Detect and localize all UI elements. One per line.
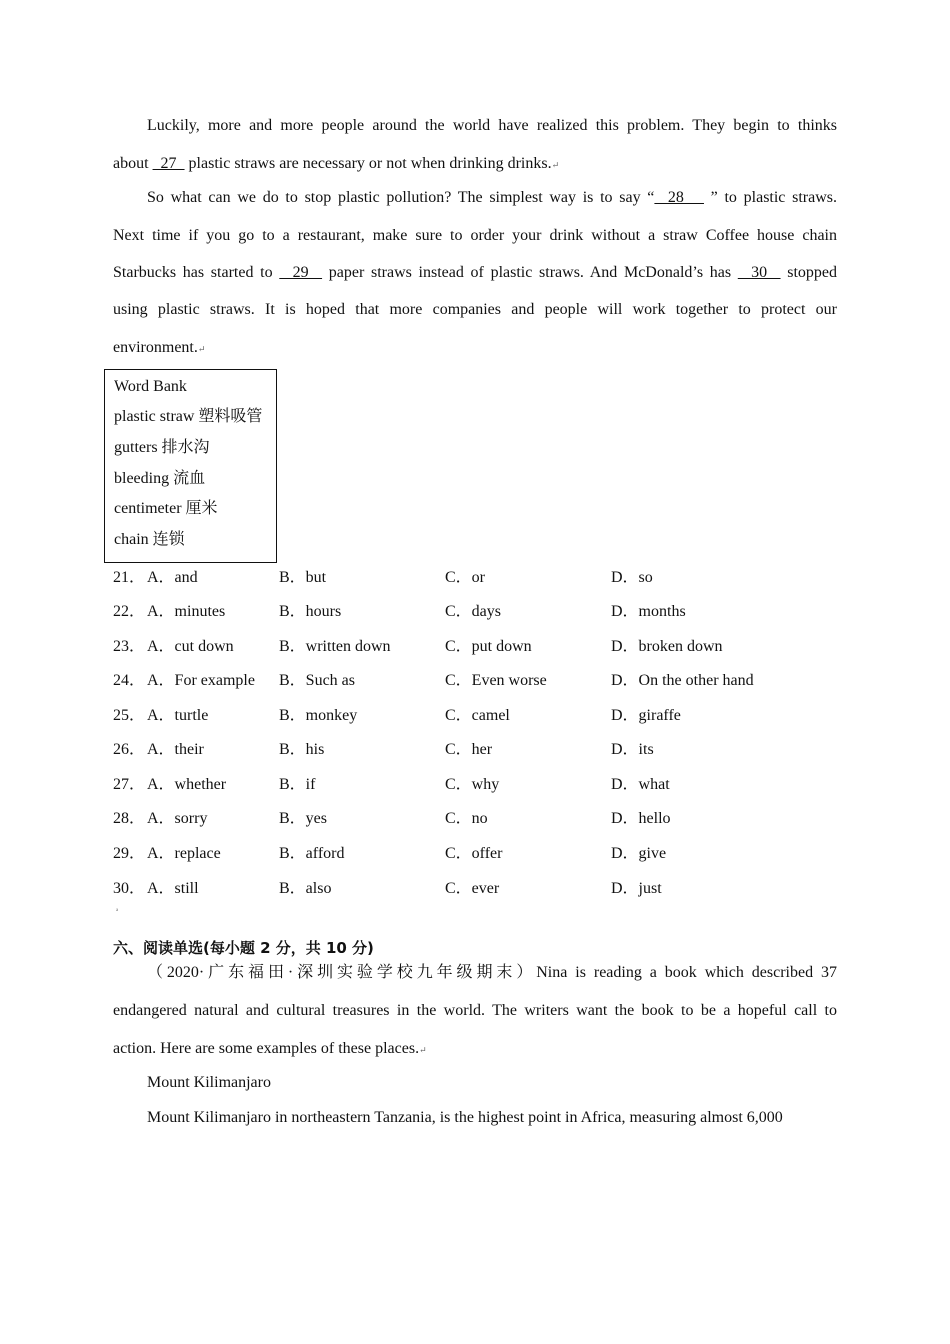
paragraph-mark: ᵃ (116, 906, 119, 915)
word-bank-title: Word Bank (114, 378, 187, 395)
option-d: D．giraffe (611, 707, 681, 724)
question-number: 22． (113, 603, 146, 620)
word-bank-item: bleeding 流血 (114, 470, 206, 487)
option-a: A．whether (147, 776, 227, 793)
question-number: 25． (113, 707, 146, 724)
option-d: D．On the other hand (611, 672, 754, 689)
passage-line (147, 188, 837, 208)
option-b: B．if (279, 776, 316, 793)
question-number: 21． (113, 569, 146, 586)
question-row (113, 601, 813, 623)
option-c: C．her (445, 741, 493, 758)
option-c: C．camel (445, 707, 510, 724)
question-row (113, 774, 813, 796)
section-intro-text: endangered natural and cultural treasures in the world. The writers want the book to be a hopeful call to (113, 1002, 837, 1019)
option-b: B．hours (279, 603, 342, 620)
option-b: B．yes (279, 810, 328, 827)
passage-text: Starbucks has started to (113, 264, 280, 281)
option-d: D．months (611, 603, 686, 620)
question-row (113, 808, 813, 830)
passage-line: about 27 plastic straws are necessary or not when drinking drinks.↵ (113, 155, 560, 172)
option-c: C．put down (445, 638, 532, 655)
option-d: D．its (611, 741, 654, 758)
passage-text: plastic straws are necessary or not when drinking drinks. (184, 155, 552, 172)
question-row (113, 705, 813, 727)
word-bank-item: chain 连锁 (114, 531, 185, 548)
option-c: C．offer (445, 845, 503, 862)
word-bank-item: gutters 排水沟 (114, 439, 210, 456)
passage-text: environment. (113, 339, 198, 356)
blank-28: 28 (654, 189, 704, 206)
question-row (113, 670, 813, 692)
option-a: A．their (147, 741, 204, 758)
option-b: B．Such as (279, 672, 356, 689)
option-a: A．replace (147, 845, 221, 862)
question-number: 24． (113, 672, 146, 689)
question-row (113, 567, 813, 589)
option-a: A．cut down (147, 638, 234, 655)
passage-text: Luckily, more and more people around the world have realized this problem. They begin to thinks (147, 117, 837, 134)
option-b: B．but (279, 569, 327, 586)
passage-line (113, 263, 837, 283)
passage-text: paper straws instead of plastic straws. And McDonald’s has (322, 264, 738, 281)
option-d: D．what (611, 776, 670, 793)
option-b: B．afford (279, 845, 345, 862)
question-row (113, 636, 813, 658)
word-bank-item: centimeter 厘米 (114, 500, 218, 517)
blank-30: 30 (737, 264, 781, 281)
section-intro-line: action. Here are some examples of these places.↵ (113, 1040, 427, 1057)
option-c: C．ever (445, 880, 500, 897)
section-heading: 六、阅读单选(每小题 2 分，共 10 分) (113, 939, 374, 957)
option-c: C．days (445, 603, 502, 620)
passage-line (113, 226, 837, 246)
option-a: A．minutes (147, 603, 226, 620)
option-a: A．sorry (147, 810, 208, 827)
question-row (113, 739, 813, 761)
question-row (113, 843, 813, 865)
question-row (113, 878, 813, 900)
section-intro-text: action. Here are some examples of these places. (113, 1040, 420, 1057)
word-bank (104, 369, 277, 563)
option-d: D．hello (611, 810, 671, 827)
option-c: C．no (445, 810, 488, 827)
question-number: 23． (113, 638, 146, 655)
option-b: B．written down (279, 638, 391, 655)
passage-line (147, 116, 837, 136)
option-d: D．just (611, 880, 662, 897)
passage-text: ” to plastic straws. (703, 189, 838, 206)
passage-text: stopped (780, 264, 838, 281)
option-a: A．and (147, 569, 198, 586)
question-number: 30． (113, 880, 146, 897)
section-body-text: Mount Kilimanjaro in northeastern Tanzania, is the highest point in Africa, measuring almost 6,000 (147, 1109, 783, 1126)
option-c: C．or (445, 569, 486, 586)
blank-29: 29 (279, 264, 323, 281)
word-bank-item: plastic straw 塑料吸管 (114, 408, 263, 425)
blank-27: 27 (152, 155, 185, 172)
passage-text: Next time if you go to a restaurant, make sure to order your drink without a straw Coffee house chain (113, 227, 837, 244)
option-b: B．also (279, 880, 332, 897)
passage-text: about (113, 155, 153, 172)
section-intro-line (147, 963, 837, 983)
option-b: B．his (279, 741, 325, 758)
question-number: 29． (113, 845, 146, 862)
section-body-line (147, 1108, 837, 1128)
option-c: C．Even worse (445, 672, 547, 689)
option-d: D．broken down (611, 638, 723, 655)
option-a: A．turtle (147, 707, 209, 724)
option-d: D．so (611, 569, 653, 586)
question-number: 26． (113, 741, 146, 758)
passage-text: So what can we do to stop plastic pollution? The simplest way is to say “ (147, 189, 655, 206)
section-subtitle (147, 1073, 837, 1093)
section-intro-line (113, 1001, 837, 1021)
option-a: A．still (147, 880, 199, 897)
passage-line: environment.↵ (113, 339, 206, 356)
question-number: 27． (113, 776, 146, 793)
question-number: 28． (113, 810, 146, 827)
section-subtitle-text: Mount Kilimanjaro (147, 1074, 271, 1091)
option-b: B．monkey (279, 707, 358, 724)
option-d: D．give (611, 845, 667, 862)
passage-text: using plastic straws. It is hoped that more companies and people will work together to protect our (113, 301, 837, 318)
option-c: C．why (445, 776, 500, 793)
passage-line (113, 300, 837, 320)
option-a: A．For example (147, 672, 255, 689)
section-intro-text: （2020·广东福田·深圳实验学校九年级期末）Nina is reading a book which described 37 (147, 964, 837, 981)
